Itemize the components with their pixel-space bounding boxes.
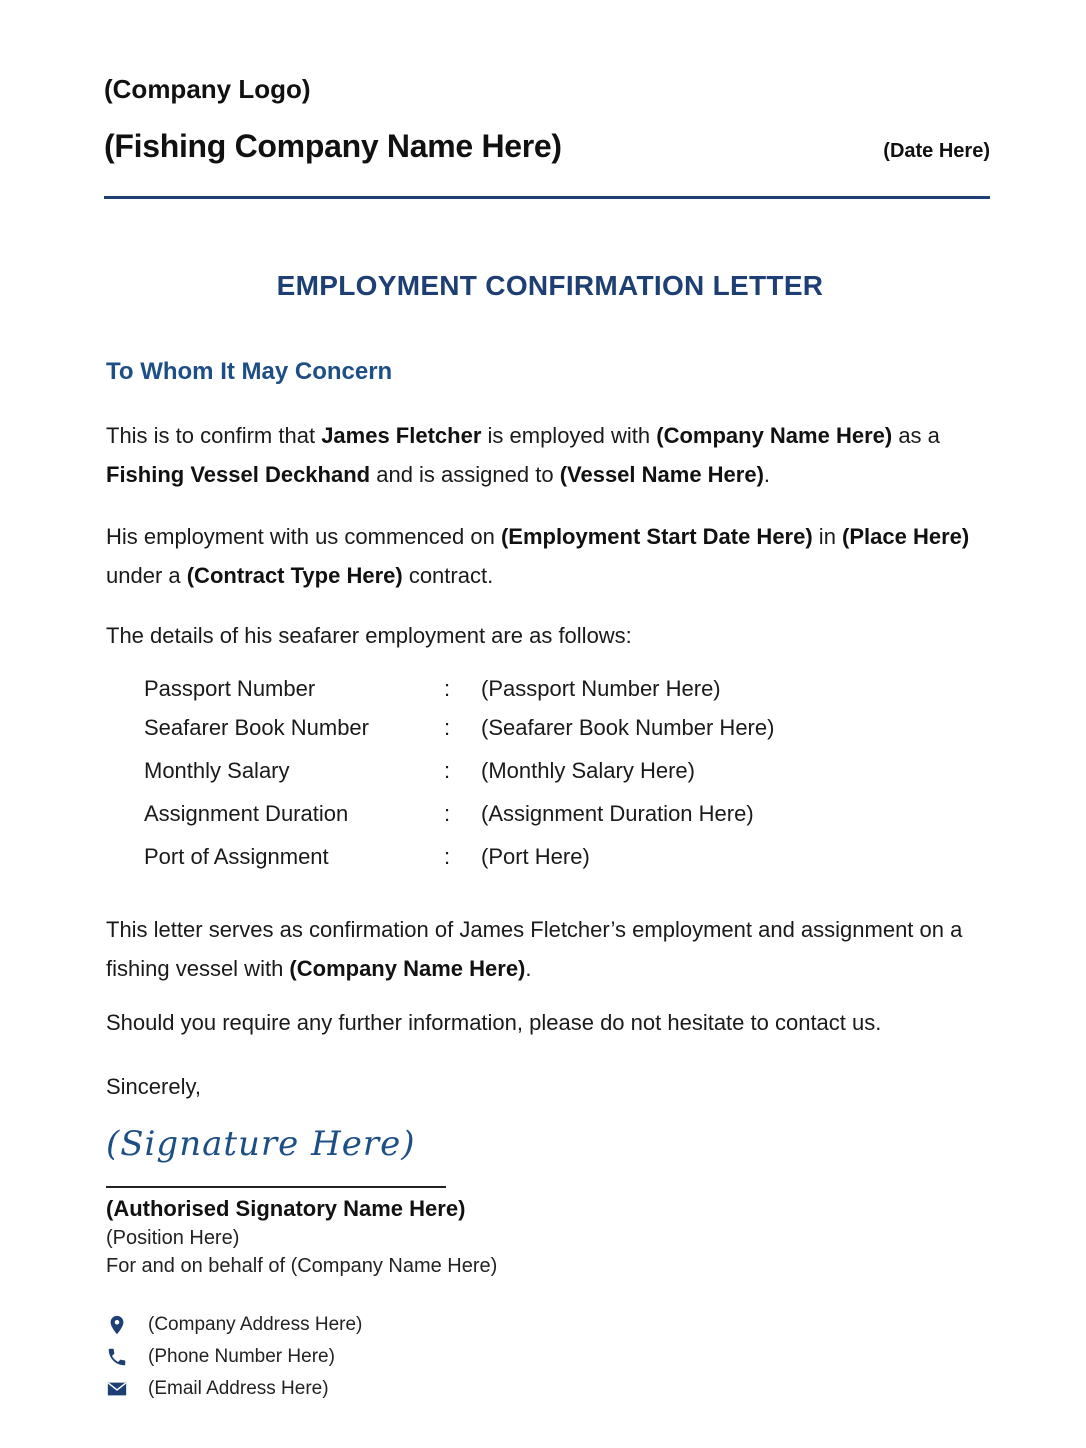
email-text: (Email Address Here) — [148, 1378, 329, 1399]
job-position: Fishing Vessel Deckhand — [106, 462, 371, 487]
contact-phone — [106, 1344, 335, 1370]
contact-email — [106, 1376, 329, 1402]
p3-text-1: This letter serves as confirmation of James Fletcher’s employment and assignment on a fishing vessel with — [106, 917, 963, 981]
detail-label: Monthly Salary — [144, 758, 290, 783]
detail-label: Port of Assignment — [144, 844, 329, 869]
company-name-heading: (Fishing Company Name Here) — [104, 128, 562, 164]
p1-text-1: This is to confirm that — [106, 423, 322, 448]
detail-value: (Assignment Duration Here) — [481, 801, 754, 826]
header-divider — [104, 196, 990, 199]
signature-line — [106, 1186, 446, 1188]
detail-colon: : — [444, 715, 451, 740]
phone-icon — [106, 1346, 128, 1368]
paragraph-confirmation-summary — [106, 910, 966, 988]
detail-label: Seafarer Book Number — [144, 715, 369, 740]
p1-text-4: and is assigned to — [370, 462, 560, 487]
detail-colon: : — [444, 801, 451, 826]
p1-text-3: as a — [892, 423, 940, 448]
letter-date: (Date Here) — [883, 140, 990, 162]
envelope-icon — [106, 1378, 128, 1400]
detail-label: Passport Number — [144, 676, 316, 701]
signatory-name: (Authorised Signatory Name Here) — [106, 1196, 466, 1221]
phone-text: (Phone Number Here) — [148, 1346, 335, 1367]
detail-value: (Passport Number Here) — [481, 676, 721, 701]
p1-text-5: . — [763, 462, 771, 487]
document-title: EMPLOYMENT CONFIRMATION LETTER — [276, 270, 824, 301]
start-date: (Employment Start Date Here) — [500, 524, 813, 549]
place: (Place Here) — [842, 524, 970, 549]
signature: (Signature Here) — [106, 1124, 416, 1164]
detail-value: (Seafarer Book Number Here) — [481, 715, 775, 740]
company-name-inline: (Company Name Here) — [656, 423, 893, 448]
p2-text-3: under a — [106, 563, 187, 588]
p2-text-4: contract. — [402, 563, 494, 588]
contact-address — [106, 1312, 362, 1338]
address-text: (Company Address Here) — [148, 1314, 363, 1335]
detail-colon: : — [444, 676, 451, 701]
contract-type: (Contract Type Here) — [186, 563, 403, 588]
map-pin-icon — [106, 1314, 128, 1336]
p2-text-2: in — [812, 524, 843, 549]
salutation: To Whom It May Concern — [106, 358, 393, 385]
signatory-position: (Position Here) — [106, 1227, 240, 1249]
detail-value: (Port Here) — [481, 844, 590, 869]
closing: Sincerely, — [106, 1074, 201, 1099]
details-intro: The details of his seafarer employment are as follows: — [106, 623, 632, 648]
detail-colon: : — [444, 758, 451, 783]
paragraph-commencement — [106, 517, 996, 595]
paragraph-contact-offer: Should you require any further information, please do not hesitate to contact us. — [106, 1010, 882, 1035]
p2-text-1: His employment with us commenced on — [106, 524, 501, 549]
detail-label: Assignment Duration — [144, 801, 349, 826]
on-behalf-of: For and on behalf of (Company Name Here) — [106, 1255, 498, 1277]
detail-value: (Monthly Salary Here) — [481, 758, 695, 783]
company-logo-placeholder: (Company Logo) — [104, 74, 311, 104]
vessel-name: (Vessel Name Here) — [559, 462, 764, 487]
company-name-inline: (Company Name Here) — [289, 956, 526, 981]
p3-text-2: . — [525, 956, 532, 981]
employee-name: James Fletcher — [321, 423, 482, 448]
p1-text-2: is employed with — [481, 423, 657, 448]
detail-colon: : — [444, 844, 451, 869]
paragraph-confirmation — [106, 416, 996, 494]
